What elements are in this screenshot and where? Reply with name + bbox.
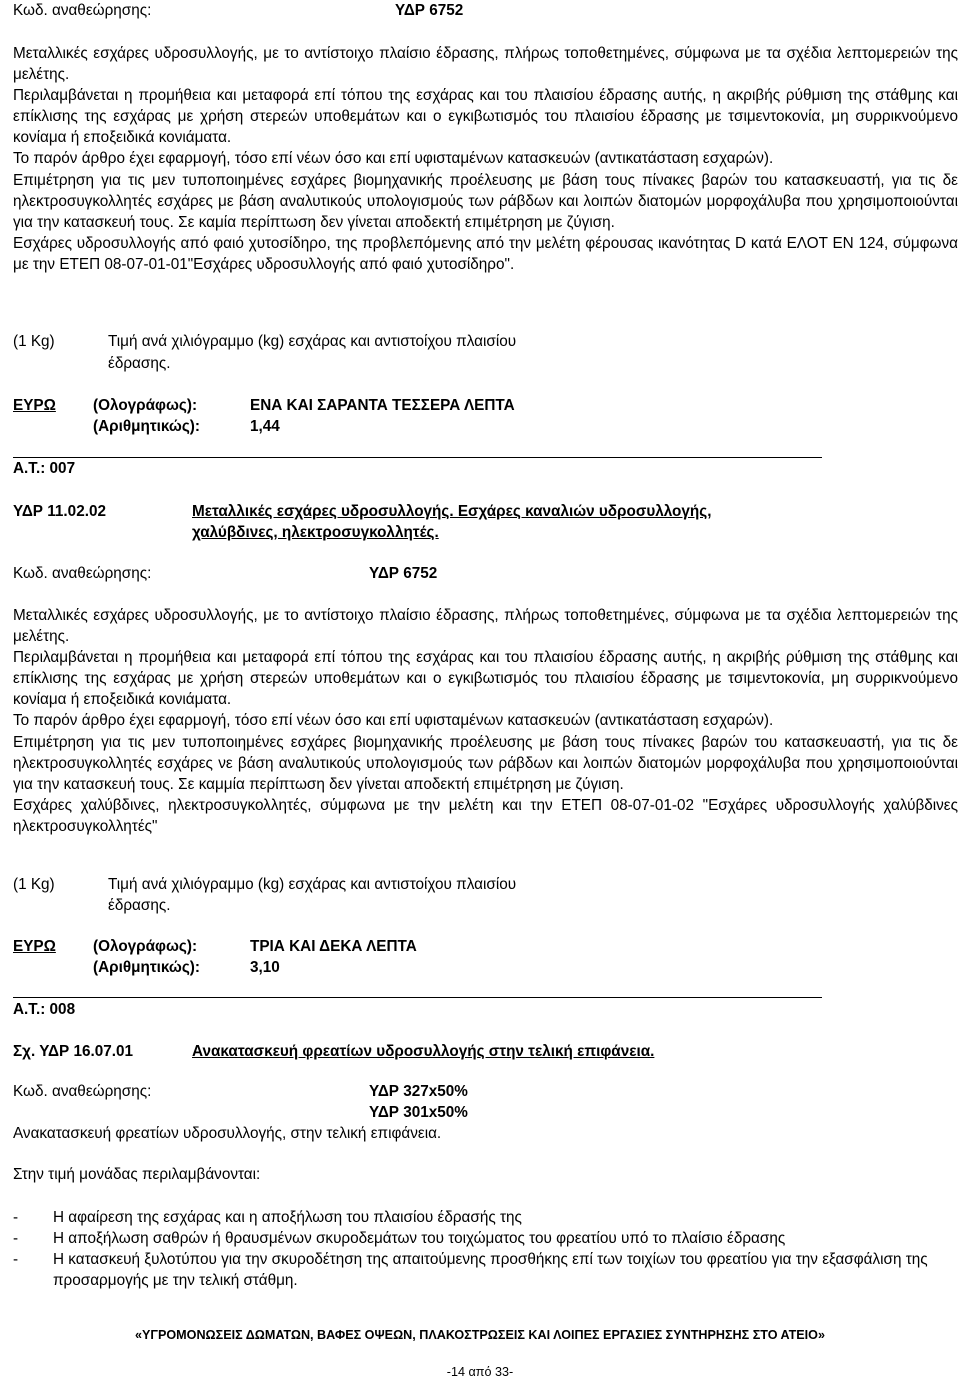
paragraph: Επιμέτρηση για τις μεν τυποποιημένες εσχάρες βιομηχανικής προέλευσης με βάση τους πίνακες βαρών του κατασκευαστή, για τις δε ηλεκτροσυγκολλητές εσχάρες με βάση αναλυτικούς υπολογισμούς των ράβδων και λοιπών διατομών μορφοχάλυβα που χρησιμοποιούνται για την κατασκευή τους. Σε καμία περίπτωση δεν γίνεται αποδεκτή επιμέτρηση με ζύγιση. — [13, 171, 958, 231]
article-description: Ανακατασκευή φρεατίων υδροσυλλογής, στην τελική επιφάνεια. — [13, 1125, 442, 1142]
unit-description-cont: έδρασης. — [108, 355, 171, 372]
list-item-text: Η αποξήλωση σαθρών ή θραυσμένων σκυροδεμάτων του τοιχώματος του φρεατίου υπό το πλαίσιο έδρασης — [53, 1230, 786, 1247]
revision-code-value: ΥΔΡ 6752 — [395, 2, 464, 19]
revision-code-label: Κωδ. αναθεώρησης: — [13, 2, 152, 19]
article-title: Μεταλλικές εσχάρες υδροσυλλογής. Εσχάρες καναλιών υδροσυλλογής, — [192, 503, 712, 520]
paragraph: Το παρόν άρθρο έχει εφαρμογή, τόσο επί νέων όσο και επί υφισταμένων κατασκευών (αντικατάσταση εσχαρών). — [13, 150, 774, 168]
paragraph: Το παρόν άρθρο έχει εφαρμογή, τόσο επί νέων όσο και επί υφισταμένων κατασκευών (αντικατάσταση εσχαρών). — [13, 712, 774, 730]
price-number-value: 3,10 — [250, 959, 280, 976]
currency-label: ΕΥΡΩ — [13, 938, 56, 955]
document-footer-title: «ΥΓΡΟΜΟΝΩΣΕΙΣ ΔΩΜΑΤΩΝ, ΒΑΦΕΣ ΟΨΕΩΝ, ΠΛΑΚΟΣΤΡΩΣΕΙΣ ΚΑΙ ΛΟΙΠΕΣ ΕΡΓΑΣΙΕΣ ΣΥΝΤΗΡΗΣΗΣ ΣΤΟ ΑΤΕΙΟ» — [135, 1328, 825, 1342]
article-code: ΥΔΡ 11.02.02 — [13, 503, 106, 520]
article-title-cont: χαλύβδινες, ηλεκτροσυγκολλητές. — [192, 524, 439, 541]
list-item-text: Η αφαίρεση της εσχάρας και η αποξήλωση του πλαισίου έδρασής της — [53, 1209, 522, 1226]
revision-code-label: Κωδ. αναθεώρησης: — [13, 565, 152, 582]
price-number-label: (Αριθμητικώς): — [93, 959, 200, 976]
paragraph: Μεταλλικές εσχάρες υδροσυλλογής, με το αντίστοιχο πλαίσιο έδρασης, πλήρως τοποθετημένες, σύμφωνα με τα σχέδια λεπτομερειών της μελέτης. — [13, 607, 958, 646]
revision-code-value-2: ΥΔΡ 301x50% — [369, 1104, 468, 1121]
list-item-text: Η κατασκευή ξυλοτύπου για την σκυροδέτηση της απαιτούμενης προσθήκης επί των τοιχίων του φρεατίου για την εξασφάλιση της προσαρμογής με την τελική στάθμη. — [53, 1251, 928, 1289]
section-divider — [13, 997, 822, 998]
bullet-dash: - — [13, 1251, 19, 1268]
paragraph: Εσχάρες χαλύβδινες, ηλεκτροσυγκολλητές, σύμφωνα με την μελέτη και την ΕΤΕΠ 08-07-01-02 "Εσχάρες υδροσυλλογής χαλύβδινες ηλεκτροσυγκολλητές" — [13, 796, 958, 835]
article-code: Σχ. ΥΔΡ 16.07.01 — [13, 1043, 134, 1060]
price-number-value: 1,44 — [250, 418, 280, 435]
unit-description: Τιμή ανά χιλιόγραμμο (kg) εσχάρας και αντιστοίχου πλαισίου — [108, 876, 517, 893]
paragraph: Περιλαμβάνεται η προμήθεια και μεταφορά επί τόπου της εσχάρας και του πλαισίου έδρασης αυτής, η ακριβής ρύθμιση της στάθμης και επίκλισης της εσχάρας με χρήση στερεών υποθεμάτων και ο εγκιβωτισμός του πλαισίου έδρασης με τσιμεντοκονία, μη συρρικνούμενο κονίαμα ή εποξειδικά κονιάματα. — [13, 649, 958, 709]
currency-label: ΕΥΡΩ — [13, 397, 56, 414]
price-words-label: (Ολογράφως): — [93, 397, 198, 414]
article-number: Α.Τ.: 008 — [13, 1001, 76, 1018]
bullet-dash: - — [13, 1209, 19, 1226]
paragraph: Περιλαμβάνεται η προμήθεια και μεταφορά επί τόπου της εσχάρας και του πλαισίου έδρασης αυτής, η ακριβής ρύθμιση της στάθμης και επίκλισης της εσχάρας με χρήση στερεών υποθεμάτων και ο εγκιβωτισμός του πλαισίου έδρασης με τσιμεντοκονία, μη συρρικνούμενο κονίαμα ή εποξειδικά κονιάματα. — [13, 87, 958, 147]
paragraph: Μεταλλικές εσχάρες υδροσυλλογής, με το αντίστοιχο πλαίσιο έδρασης, πλήρως τοποθετημένες, σύμφωνα με τα σχέδια λεπτομερειών της μελέτης. — [13, 45, 958, 84]
unit-description-cont: έδρασης. — [108, 897, 171, 914]
top-description — [13, 43, 958, 275]
includes-label: Στην τιμή μονάδας περιλαμβάνονται: — [13, 1166, 261, 1183]
revision-code-label: Κωδ. αναθεώρησης: — [13, 1083, 152, 1100]
article-number: Α.Τ.: 007 — [13, 460, 76, 477]
price-number-label: (Αριθμητικώς): — [93, 418, 200, 435]
price-words-value: ΤΡΙΑ ΚΑΙ ΔΕΚΑ ΛΕΠΤΑ — [250, 938, 417, 955]
bullet-dash: - — [13, 1230, 19, 1247]
price-words-value: ΕΝΑ ΚΑΙ ΣΑΡΑΝΤΑ ΤΕΣΣΕΡΑ ΛΕΠΤΑ — [250, 397, 515, 414]
price-words-label: (Ολογράφως): — [93, 938, 198, 955]
article-title: Ανακατασκευή φρεατίων υδροσυλλογής στην τελική επιφάνεια. — [192, 1043, 655, 1060]
section-divider — [13, 457, 822, 458]
unit: (1 Kg) — [13, 876, 55, 893]
article-description — [13, 605, 958, 837]
revision-code-value: ΥΔΡ 6752 — [369, 565, 438, 582]
page-number: -14 από 33- — [446, 1365, 514, 1379]
paragraph: Εσχάρες υδροσυλλογής από φαιό χυτοσίδηρο, της προβλεπόμενης από την μελέτη φέρουσας ικανότητας D κατά ΕΛΟΤ ΕΝ 124, σύμφωνα με την ΕΤΕΠ 08-07-01-01"Εσχάρες υδροσυλλογής από φαιό χυτοσίδηρο". — [13, 234, 958, 273]
unit-description: Τιμή ανά χιλιόγραμμο (kg) εσχάρας και αντιστοίχου πλαισίου — [108, 333, 517, 350]
unit: (1 Kg) — [13, 333, 55, 350]
paragraph: Επιμέτρηση για τις μεν τυποποιημένες εσχάρες βιομηχανικής προέλευσης με βάση τους πίνακες βαρών του κατασκευαστή, για τις δε ηλεκτροσυγκολλητές εσχάρες νε βάση αναλυτικούς υπολογισμούς των ράβδων και λοιπών διατομών μορφοχάλυβα που χρησιμοποιούνται για την κατασκευή τους. Σε καμμία περίπτωση δεν γίνεται αποδεκτή επιμέτρηση με ζύγιση. — [13, 733, 958, 793]
revision-code-value: ΥΔΡ 327x50% — [369, 1083, 468, 1100]
